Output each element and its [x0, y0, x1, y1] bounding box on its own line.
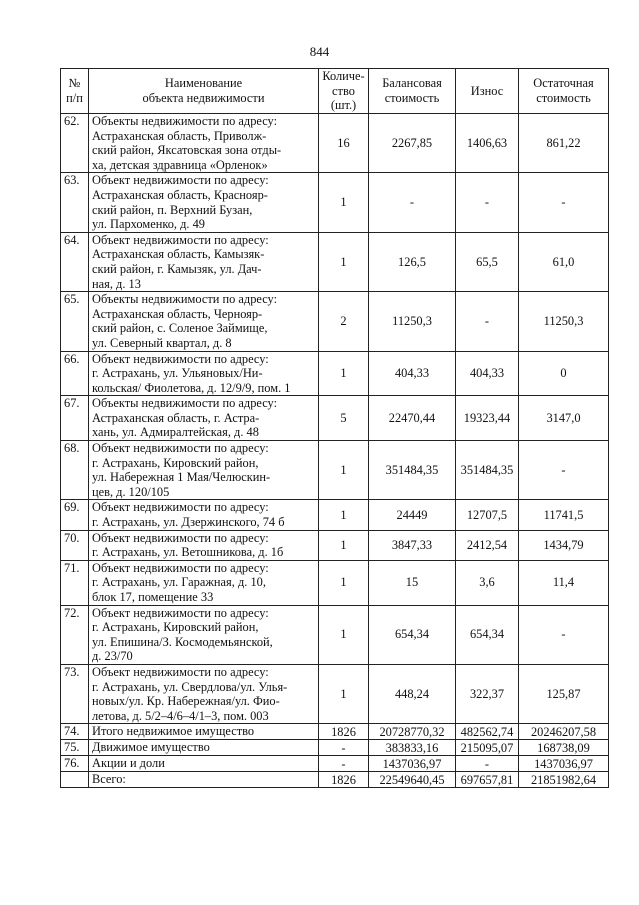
- row-number: 73.: [61, 664, 89, 723]
- row-number: 68.: [61, 441, 89, 500]
- balance-cell: 20728770,32: [369, 724, 456, 740]
- quantity-cell: 1: [319, 664, 369, 723]
- balance-cell: 24449: [369, 500, 456, 530]
- balance-cell: 351484,35: [369, 441, 456, 500]
- residual-cell: 11741,5: [519, 500, 609, 530]
- wear-cell: -: [456, 173, 519, 232]
- balance-cell: 22470,44: [369, 396, 456, 441]
- wear-cell: 654,34: [456, 605, 519, 664]
- wear-cell: 1406,63: [456, 114, 519, 173]
- wear-cell: 12707,5: [456, 500, 519, 530]
- property-table: [60, 68, 609, 788]
- balance-cell: 15: [369, 560, 456, 605]
- property-name: Всего:: [89, 772, 319, 788]
- quantity-cell: 1: [319, 500, 369, 530]
- balance-cell: 404,33: [369, 351, 456, 396]
- quantity-cell: 1: [319, 441, 369, 500]
- row-number: 75.: [61, 740, 89, 756]
- row-number: 63.: [61, 173, 89, 232]
- header-num: № п/п: [61, 69, 89, 114]
- row-number: 76.: [61, 756, 89, 772]
- residual-cell: 61,0: [519, 232, 609, 291]
- table-row: [61, 396, 609, 441]
- row-number: 65.: [61, 292, 89, 351]
- wear-cell: 482562,74: [456, 724, 519, 740]
- table-row: [61, 232, 609, 291]
- header-residual: Остаточная стоимость: [519, 69, 609, 114]
- wear-cell: 2412,54: [456, 530, 519, 560]
- quantity-cell: 2: [319, 292, 369, 351]
- table-row: [61, 530, 609, 560]
- property-name: Объект недвижимости по адресу: г. Астрахань, ул. Свердлова/ул. Улья- новых/ул. Кр. Набережная/ул. Фио- летова, д. 5/2–4/6–4/1–3, пом. 003: [89, 664, 319, 723]
- property-name: Объект недвижимости по адресу: Астраханская область, Камызяк- ский район, г. Камызяк, ул. Дач- ная, д. 13: [89, 232, 319, 291]
- property-name: Объекты недвижимости по адресу: Астраханская область, Чернояр- ский район, с. Соленое Займище, ул. Северный квартал, д. 8: [89, 292, 319, 351]
- wear-cell: 697657,81: [456, 772, 519, 788]
- wear-cell: 19323,44: [456, 396, 519, 441]
- property-name: Объект недвижимости по адресу: г. Астрахань, Кировский район, ул. Набережная 1 Мая/Челюскин- цев, д. 120/105: [89, 441, 319, 500]
- residual-cell: 11,4: [519, 560, 609, 605]
- property-name: Объект недвижимости по адресу: Астраханская область, Краснояр- ский район, п. Верхний Бузан, ул. Пархоменко, д. 49: [89, 173, 319, 232]
- wear-cell: -: [456, 292, 519, 351]
- balance-cell: 383833,16: [369, 740, 456, 756]
- table-row: [61, 772, 609, 788]
- balance-cell: 2267,85: [369, 114, 456, 173]
- table-header-row: [61, 69, 609, 114]
- property-name: Объект недвижимости по адресу: г. Астрахань, Кировский район, ул. Епишина/З. Космодемьянской, д. 23/70: [89, 605, 319, 664]
- quantity-cell: 1826: [319, 772, 369, 788]
- residual-cell: -: [519, 605, 609, 664]
- wear-cell: -: [456, 756, 519, 772]
- property-name: Объекты недвижимости по адресу: Астраханская область, г. Астра- хань, ул. Адмиралтейская, д. 48: [89, 396, 319, 441]
- table-row: [61, 724, 609, 740]
- header-name: Наименование объекта недвижимости: [89, 69, 319, 114]
- quantity-cell: 5: [319, 396, 369, 441]
- residual-cell: 861,22: [519, 114, 609, 173]
- table-row: [61, 351, 609, 396]
- balance-cell: 654,34: [369, 605, 456, 664]
- row-number: 70.: [61, 530, 89, 560]
- property-name: Итого недвижимое имущество: [89, 724, 319, 740]
- quantity-cell: 1: [319, 530, 369, 560]
- residual-cell: -: [519, 173, 609, 232]
- row-number: 66.: [61, 351, 89, 396]
- balance-cell: 1437036,97: [369, 756, 456, 772]
- residual-cell: 1437036,97: [519, 756, 609, 772]
- quantity-cell: 1: [319, 351, 369, 396]
- row-number: 74.: [61, 724, 89, 740]
- residual-cell: 1434,79: [519, 530, 609, 560]
- row-number: 62.: [61, 114, 89, 173]
- table-row: [61, 756, 609, 772]
- residual-cell: 3147,0: [519, 396, 609, 441]
- property-name: Объект недвижимости по адресу: г. Астрахань, ул. Гаражная, д. 10, блок 17, помещение 33: [89, 560, 319, 605]
- header-qty: Количе- ство (шт.): [319, 69, 369, 114]
- row-number: 67.: [61, 396, 89, 441]
- balance-cell: 11250,3: [369, 292, 456, 351]
- balance-cell: 126,5: [369, 232, 456, 291]
- residual-cell: 21851982,64: [519, 772, 609, 788]
- table-row: [61, 173, 609, 232]
- header-wear: Износ: [456, 69, 519, 114]
- residual-cell: -: [519, 441, 609, 500]
- residual-cell: 20246207,58: [519, 724, 609, 740]
- balance-cell: 22549640,45: [369, 772, 456, 788]
- header-balance: Балансовая стоимость: [369, 69, 456, 114]
- row-number: 72.: [61, 605, 89, 664]
- balance-cell: 3847,33: [369, 530, 456, 560]
- row-number: 71.: [61, 560, 89, 605]
- wear-cell: 65,5: [456, 232, 519, 291]
- quantity-cell: 1: [319, 173, 369, 232]
- row-number: 69.: [61, 500, 89, 530]
- table-row: [61, 114, 609, 173]
- residual-cell: 11250,3: [519, 292, 609, 351]
- table-row: [61, 560, 609, 605]
- property-name: Объекты недвижимости по адресу: Астраханская область, Приволж- ский район, Яксатовская зона отды- ха, детская здравница «Орленок»: [89, 114, 319, 173]
- residual-cell: 168738,09: [519, 740, 609, 756]
- quantity-cell: 16: [319, 114, 369, 173]
- table-row: [61, 292, 609, 351]
- wear-cell: 215095,07: [456, 740, 519, 756]
- table-row: [61, 664, 609, 723]
- quantity-cell: 1: [319, 605, 369, 664]
- table-row: [61, 605, 609, 664]
- balance-cell: -: [369, 173, 456, 232]
- wear-cell: 322,37: [456, 664, 519, 723]
- row-number: 64.: [61, 232, 89, 291]
- quantity-cell: 1: [319, 232, 369, 291]
- table-row: [61, 500, 609, 530]
- residual-cell: 0: [519, 351, 609, 396]
- balance-cell: 448,24: [369, 664, 456, 723]
- property-name: Акции и доли: [89, 756, 319, 772]
- table-row: [61, 740, 609, 756]
- table-row: [61, 441, 609, 500]
- wear-cell: 351484,35: [456, 441, 519, 500]
- quantity-cell: 1826: [319, 724, 369, 740]
- property-name: Движимое имущество: [89, 740, 319, 756]
- wear-cell: 3,6: [456, 560, 519, 605]
- property-name: Объект недвижимости по адресу: г. Астрахань, ул. Ульяновых/Ни- кольская/ Фиолетова, д. 12/9/9, пом. 1: [89, 351, 319, 396]
- quantity-cell: -: [319, 740, 369, 756]
- row-number: [61, 772, 89, 788]
- page-number: 844: [309, 44, 330, 59]
- quantity-cell: -: [319, 756, 369, 772]
- property-name: Объект недвижимости по адресу: г. Астрахань, ул. Ветошникова, д. 1б: [89, 530, 319, 560]
- residual-cell: 125,87: [519, 664, 609, 723]
- property-name: Объект недвижимости по адресу: г. Астрахань, ул. Дзержинского, 74 б: [89, 500, 319, 530]
- quantity-cell: 1: [319, 560, 369, 605]
- wear-cell: 404,33: [456, 351, 519, 396]
